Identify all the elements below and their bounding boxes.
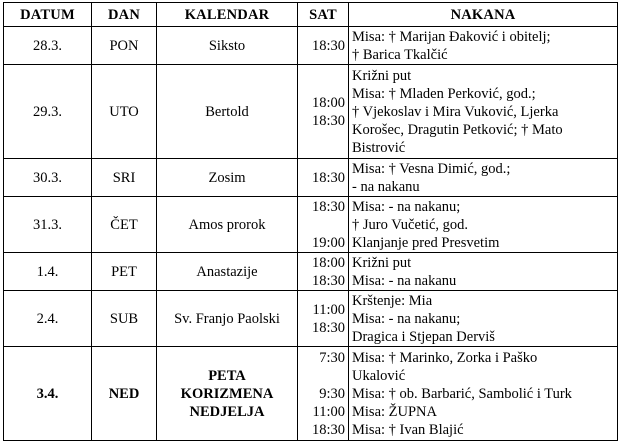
intention-line: Korošec, Dragutin Petković; † Mato <box>352 121 563 138</box>
day-cell: SRI <box>92 159 157 197</box>
header-nakana: NAKANA <box>349 3 618 27</box>
day-cell: NED <box>92 347 157 441</box>
header-kalendar: KALENDAR <box>157 3 298 27</box>
date-cell: 31.3. <box>4 197 92 253</box>
header-dan: DAN <box>92 3 157 27</box>
time-entry: 18:30 <box>311 112 345 129</box>
intention-line: Križni put <box>352 254 412 271</box>
time-entry: 18:30 <box>311 319 345 336</box>
day-cell: UTO <box>92 65 157 159</box>
intention-line: † Vjekoslav i Mira Vuković, Ljerka <box>352 103 559 120</box>
intention-cell <box>349 65 618 159</box>
time-entry: 18:30 <box>311 169 345 186</box>
table-row <box>4 347 618 441</box>
intention-line: † Barica Tkalčić <box>352 46 448 63</box>
time-entry: 7:30 <box>319 349 345 366</box>
time-entry: 9:30 <box>319 385 345 402</box>
calendar-cell: Anastazije <box>157 253 298 291</box>
time-entry: 18:30 <box>311 198 345 215</box>
table-row <box>4 253 618 291</box>
calendar-cell: Amos prorok <box>157 197 298 253</box>
date-cell: 28.3. <box>4 27 92 65</box>
intention-cell <box>349 27 618 65</box>
time-entry-empty <box>301 367 345 385</box>
time-entry: 11:00 <box>312 403 345 420</box>
table-row <box>4 27 618 65</box>
header-datum: DATUM <box>4 3 92 27</box>
table-row <box>4 159 618 197</box>
time-cell <box>298 65 349 159</box>
intention-line: Misa: † Marijan Đaković i obitelj; <box>352 28 551 45</box>
intention-line: Misa: † ob. Barbarić, Sambolić i Turk <box>352 385 572 402</box>
calendar-line: NEDJELJA <box>189 403 265 420</box>
table-row <box>4 291 618 347</box>
calendar-cell: Zosim <box>157 159 298 197</box>
time-entry: 18:30 <box>311 421 345 438</box>
intention-line: Misa: † Marinko, Zorka i Paško <box>352 349 538 366</box>
intention-line: Misa: - na nakanu; <box>352 310 461 327</box>
calendar-line: PETA <box>208 367 246 384</box>
intention-line: Dragica i Stjepan Derviš <box>352 328 495 345</box>
day-cell: PET <box>92 253 157 291</box>
header-row <box>4 3 618 27</box>
mass-schedule-table <box>3 2 618 441</box>
time-cell <box>298 197 349 253</box>
calendar-cell <box>157 347 298 441</box>
intention-cell <box>349 253 618 291</box>
date-cell: 3.4. <box>4 347 92 441</box>
time-entry: 19:00 <box>311 234 345 251</box>
time-cell <box>298 27 349 65</box>
calendar-line: KORIZMENA <box>180 385 274 402</box>
table-row <box>4 65 618 159</box>
time-entry: 11:00 <box>312 301 345 318</box>
day-cell: PON <box>92 27 157 65</box>
intention-line: Misa: † Vesna Dimić, god.; <box>352 160 511 177</box>
intention-cell <box>349 197 618 253</box>
intention-line: † Juro Vučetić, god. <box>352 216 469 233</box>
intention-line: Križni put <box>352 67 412 84</box>
day-cell: SUB <box>92 291 157 347</box>
date-cell: 30.3. <box>4 159 92 197</box>
time-entry: 18:00 <box>311 94 345 111</box>
intention-line: Ukalović <box>352 367 406 384</box>
time-cell <box>298 347 349 441</box>
date-cell: 29.3. <box>4 65 92 159</box>
time-entry: 18:30 <box>311 37 345 54</box>
intention-line: Misa: ŽUPNA <box>352 403 437 420</box>
calendar-cell: Sv. Franjo Paolski <box>157 291 298 347</box>
intention-line: Misa: - na nakanu <box>352 272 457 289</box>
intention-cell <box>349 347 618 441</box>
time-cell <box>298 159 349 197</box>
time-cell <box>298 253 349 291</box>
time-cell <box>298 291 349 347</box>
table-row <box>4 197 618 253</box>
intention-line: - na nakanu <box>352 178 420 195</box>
time-entry-empty <box>301 216 345 234</box>
time-entry: 18:30 <box>311 272 345 289</box>
date-cell: 2.4. <box>4 291 92 347</box>
header-sat: SAT <box>298 3 349 27</box>
intention-line: Misa: † Ivan Blajić <box>352 421 464 438</box>
intention-cell <box>349 291 618 347</box>
intention-cell <box>349 159 618 197</box>
intention-line: Krštenje: Mia <box>352 292 433 309</box>
time-entry: 18:00 <box>311 254 345 271</box>
intention-line: Misa: - na nakanu; <box>352 198 461 215</box>
intention-line: Misa: † Mladen Perković, god.; <box>352 85 536 102</box>
intention-line: Klanjanje pred Presvetim <box>352 234 500 251</box>
date-cell: 1.4. <box>4 253 92 291</box>
day-cell: ČET <box>92 197 157 253</box>
calendar-cell: Siksto <box>157 27 298 65</box>
intention-line: Bistrović <box>352 139 406 156</box>
calendar-cell: Bertold <box>157 65 298 159</box>
